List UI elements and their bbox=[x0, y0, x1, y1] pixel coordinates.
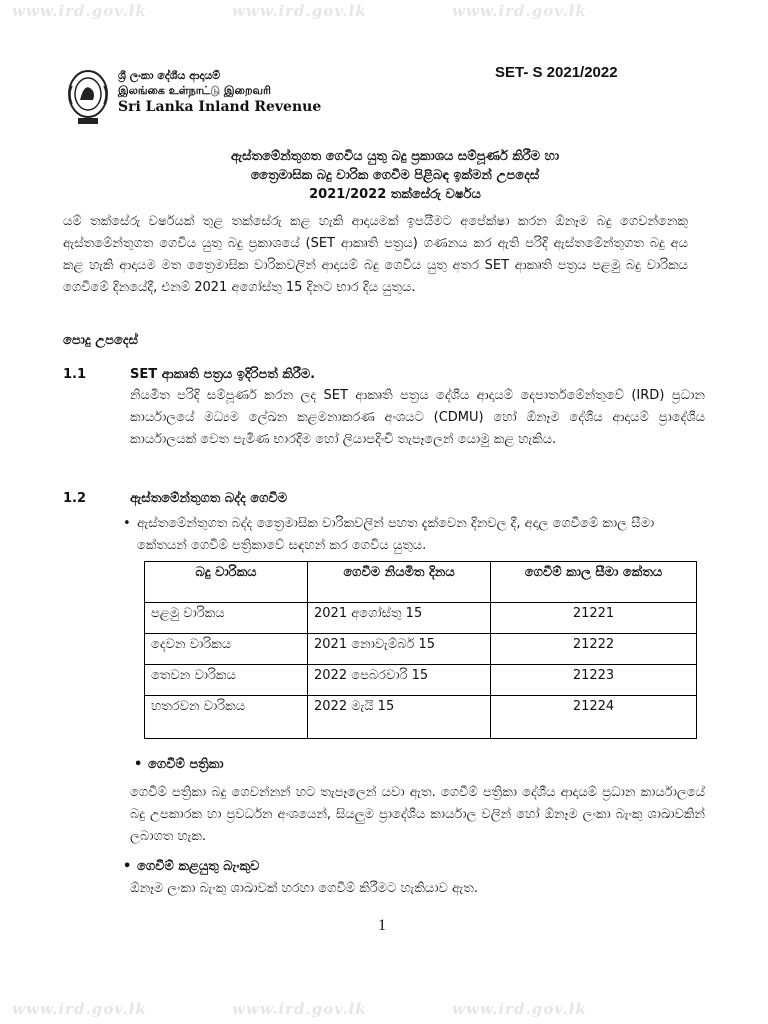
table-cell: පළමු වාරිකය bbox=[145, 603, 308, 634]
title-line-2: ත්‍රෛමාසික බදු වාරික ගෙවීම පිළිබඳ ඉක්මන් උපදෙස් bbox=[250, 168, 540, 183]
section-1-1-body: නියමිත පරිදි සම්පූර්ණ කරන ලද SET ආකෘති පත්‍රය දේශීය ආදායම් දෙපාර්තමේන්තුවේ (IRD) ප්‍රධාන කාර්යාලයේ මධ්‍යම ලේඛන කළමනාකරණ අංශයට (CDMU) හෝ ඕනෑම දේශීය ආදායම් ප්‍රාදේශීය කාර්යාලයක් වෙත පැමිණ භාරදීම හෝ ලියාපදිංචි තැපෑලෙන් යොමු කළ හැකිය. bbox=[130, 388, 705, 447]
title-line-3: 2021/2022 තක්සේරු වර්ෂය bbox=[309, 187, 481, 202]
section-1-2-bullet-text: ඇස්තමේන්තුගත බද්ද ත්‍රෛමාසික වාරිකවලින් පහත දැක්වෙන දිනවල දී, අදාල ගෙවීමේ කාල සීමා කේතයන් ගෙවීම් පත්‍රිකාවේ සඳහන් කර ගෙවිය යුතුය. bbox=[137, 516, 655, 553]
watermark-text: www.ird.gov.lk bbox=[12, 1000, 147, 1018]
watermark-text: www.ird.gov.lk bbox=[452, 2, 587, 20]
table-cell: 21223 bbox=[491, 665, 697, 696]
table-cell: 2022 පෙබරවාරි 15 bbox=[308, 665, 491, 696]
payment-slips-heading bbox=[134, 757, 224, 772]
document-title bbox=[120, 147, 670, 204]
watermark-bottom bbox=[12, 1000, 672, 1018]
page-number: 1 bbox=[378, 917, 386, 934]
table-cell: 2021 අගෝස්තු 15 bbox=[308, 603, 491, 634]
document-code: SET- S 2021/2022 bbox=[495, 64, 618, 81]
table-cell: තෙවන වාරිකය bbox=[145, 665, 308, 696]
payment-bank-body: ඕනෑම ලංකා බැංකු ශාඛාවක් හරහා ගෙවීම් කිරීමට හැකියාව ඇත. bbox=[130, 881, 478, 896]
table-cell: 21222 bbox=[491, 634, 697, 665]
org-name-tamil: இலங்கை உள்நாட்டு இறைவரி bbox=[118, 84, 271, 97]
org-name-english: Sri Lanka Inland Revenue bbox=[118, 99, 322, 115]
watermark-top bbox=[12, 2, 672, 20]
bullet-icon: • bbox=[123, 859, 132, 874]
emblem-icon bbox=[66, 66, 110, 128]
intro-paragraph: යම් තක්සේරු වර්ෂයක් තුළ තක්සේරු කළ හැකි ආදායමක් ඉපයීමට අපේක්ෂා කරන ඕනෑම බදු ගෙවන්නෙකු ඇස්තමේන්තුගත ගෙවිය යුතු බදු ප්‍රකාශයේ (SET ආකෘති පත්‍රය) ගණනය කර ඇති පරිදි ඇස්තමේන්තුගත බදු අය කළ හැකි ආදායම මත ත්‍රෛමාසික වාරිකවලින් ආදායම් බදු ගෙවිය යුතු අතර SET ආකෘති පත්‍රය පළමු බදු වාරිකය ගෙවීමේ දිනයේදී, එනම් 2021 අගෝස්තු 15 දිනට භාර දිය යුතුය. bbox=[63, 214, 688, 295]
table-header-row bbox=[145, 562, 697, 603]
payment-slips-body: ගෙවීම් පත්‍රිකා බදු ගෙවන්නන් හට තැපෑලෙන් යවා ඇත. ගෙවීම් පත්‍රිකා දේශීය ආදායම් ප්‍රධාන කාර්යාලයේ බදු උපකාරක හා ප්‍රවර්ධන අංශයෙන්, සියලුම ප්‍රාදේශීය කාර්යාල වලින් හෝ ඕනෑම ලංකා බැංකු ශාඛාවකින් ලබාගත හැක. bbox=[130, 785, 705, 844]
payment-bank-heading-text: ගෙවීම් කළයුතු බැංකුව bbox=[137, 859, 260, 874]
table-row bbox=[145, 696, 697, 739]
table-row bbox=[145, 665, 697, 696]
watermark-text: www.ird.gov.lk bbox=[232, 2, 367, 20]
section-1-1-number: 1.1 bbox=[63, 367, 87, 382]
watermark-text: www.ird.gov.lk bbox=[452, 1000, 587, 1018]
table-cell: දෙවන වාරිකය bbox=[145, 634, 308, 665]
column-header: ගෙවීම් කාල සීමා කේතය bbox=[491, 562, 697, 603]
table-cell: 21221 bbox=[491, 603, 697, 634]
bullet-icon: • bbox=[134, 757, 143, 772]
watermark-text: www.ird.gov.lk bbox=[12, 2, 147, 20]
organization-name bbox=[118, 70, 321, 114]
installment-schedule-table bbox=[144, 561, 697, 739]
title-line-1: ඇස්තමේන්තුගත ගෙවිය යුතු බදු ප්‍රකාශය සම්පූර්ණ කිරීම හා bbox=[230, 149, 560, 164]
table-cell: හතරවන වාරිකය bbox=[145, 696, 308, 739]
org-name-sinhala: ශ්‍රී ලංකා දේශීය ආදායම් bbox=[118, 69, 221, 82]
table-row bbox=[145, 603, 697, 634]
section-1-1-heading: SET ආකෘති පත්‍රය ඉදිරිපත් කිරීම. bbox=[130, 367, 316, 382]
watermark-text: www.ird.gov.lk bbox=[232, 1000, 367, 1018]
table-cell: 21224 bbox=[491, 696, 697, 739]
column-header: ගෙවීම නියමිත දිනය bbox=[308, 562, 491, 603]
bullet-icon: • bbox=[123, 516, 131, 531]
table-cell: 2022 මැයි 15 bbox=[308, 696, 491, 739]
section-1-2-heading: ඇස්තමේන්තුගත බද්ද ගෙවීම bbox=[130, 491, 288, 506]
table-row bbox=[145, 634, 697, 665]
payment-slips-heading-text: ගෙවීම් පත්‍රිකා bbox=[148, 757, 224, 772]
column-header: බදු වාරිකය bbox=[145, 562, 308, 603]
payment-bank-heading bbox=[123, 859, 260, 874]
table-cell: 2021 නොවැම්බර් 15 bbox=[308, 634, 491, 665]
general-instructions-heading: පොදු උපදෙස් bbox=[63, 333, 138, 348]
section-1-2-bullet bbox=[123, 513, 697, 557]
section-1-2-number: 1.2 bbox=[63, 491, 87, 506]
